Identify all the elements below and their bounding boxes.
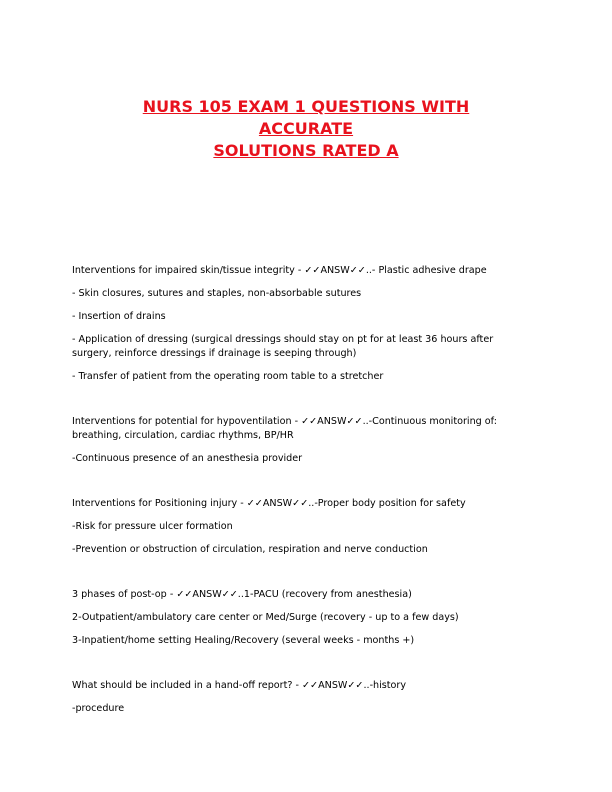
- paragraph: - Insertion of drains: [72, 311, 166, 322]
- document-body: [72, 264, 520, 725]
- spacer: [72, 657, 520, 679]
- paragraph: -Prevention or obstruction of circulation, respiration and nerve conduction: [72, 544, 428, 555]
- paragraph: What should be included in a hand-off report? - ✓✓ANSW✓✓..-history: [72, 680, 407, 691]
- qa-block-positioning-injury: [72, 497, 520, 557]
- paragraph: Interventions for impaired skin/tissue integrity - ✓✓ANSW✓✓..- Plastic adhesive drape: [72, 265, 487, 276]
- paragraph: -Continuous presence of an anesthesia provider: [72, 453, 303, 464]
- paragraph: - Transfer of patient from the operating room table to a stretcher: [72, 371, 384, 382]
- paragraph: 3-Inpatient/home setting Healing/Recovery (several weeks - months +): [72, 635, 415, 646]
- spacer: [72, 475, 520, 497]
- paragraph: Interventions for Positioning injury - ✓✓ANSW✓✓..-Proper body position for safety: [72, 498, 466, 509]
- title-line-1: NURS 105 EXAM 1 QUESTIONS WITH ACCURATE: [142, 97, 470, 138]
- paragraph: Interventions for potential for hypoventilation - ✓✓ANSW✓✓..-Continuous monitoring of: breathing, circulation, cardiac rhythms, BP/HR: [72, 416, 497, 441]
- title-line-2: SOLUTIONS RATED A: [213, 141, 399, 160]
- spacer: [72, 393, 520, 415]
- spacer: [72, 566, 520, 588]
- paragraph: 2-Outpatient/ambulatory care center or Med/Surge (recovery - up to a few days): [72, 612, 459, 623]
- paragraph: - Application of dressing (surgical dressings should stay on pt for at least 36 hours after surgery, reinforce dressings if drainage is seeping through): [72, 334, 494, 359]
- paragraph: 3 phases of post-op - ✓✓ANSW✓✓..1-PACU (recovery from anesthesia): [72, 589, 412, 600]
- paragraph: -Risk for pressure ulcer formation: [72, 521, 233, 532]
- qa-block-post-op-phases: [72, 588, 520, 648]
- qa-block-hand-off-report: [72, 679, 520, 716]
- document-title: [100, 96, 512, 162]
- paragraph: - Skin closures, sutures and staples, non-absorbable sutures: [72, 288, 362, 299]
- paragraph: -procedure: [72, 703, 125, 714]
- qa-block-skin-integrity: [72, 264, 520, 384]
- qa-block-hypoventilation: [72, 415, 520, 466]
